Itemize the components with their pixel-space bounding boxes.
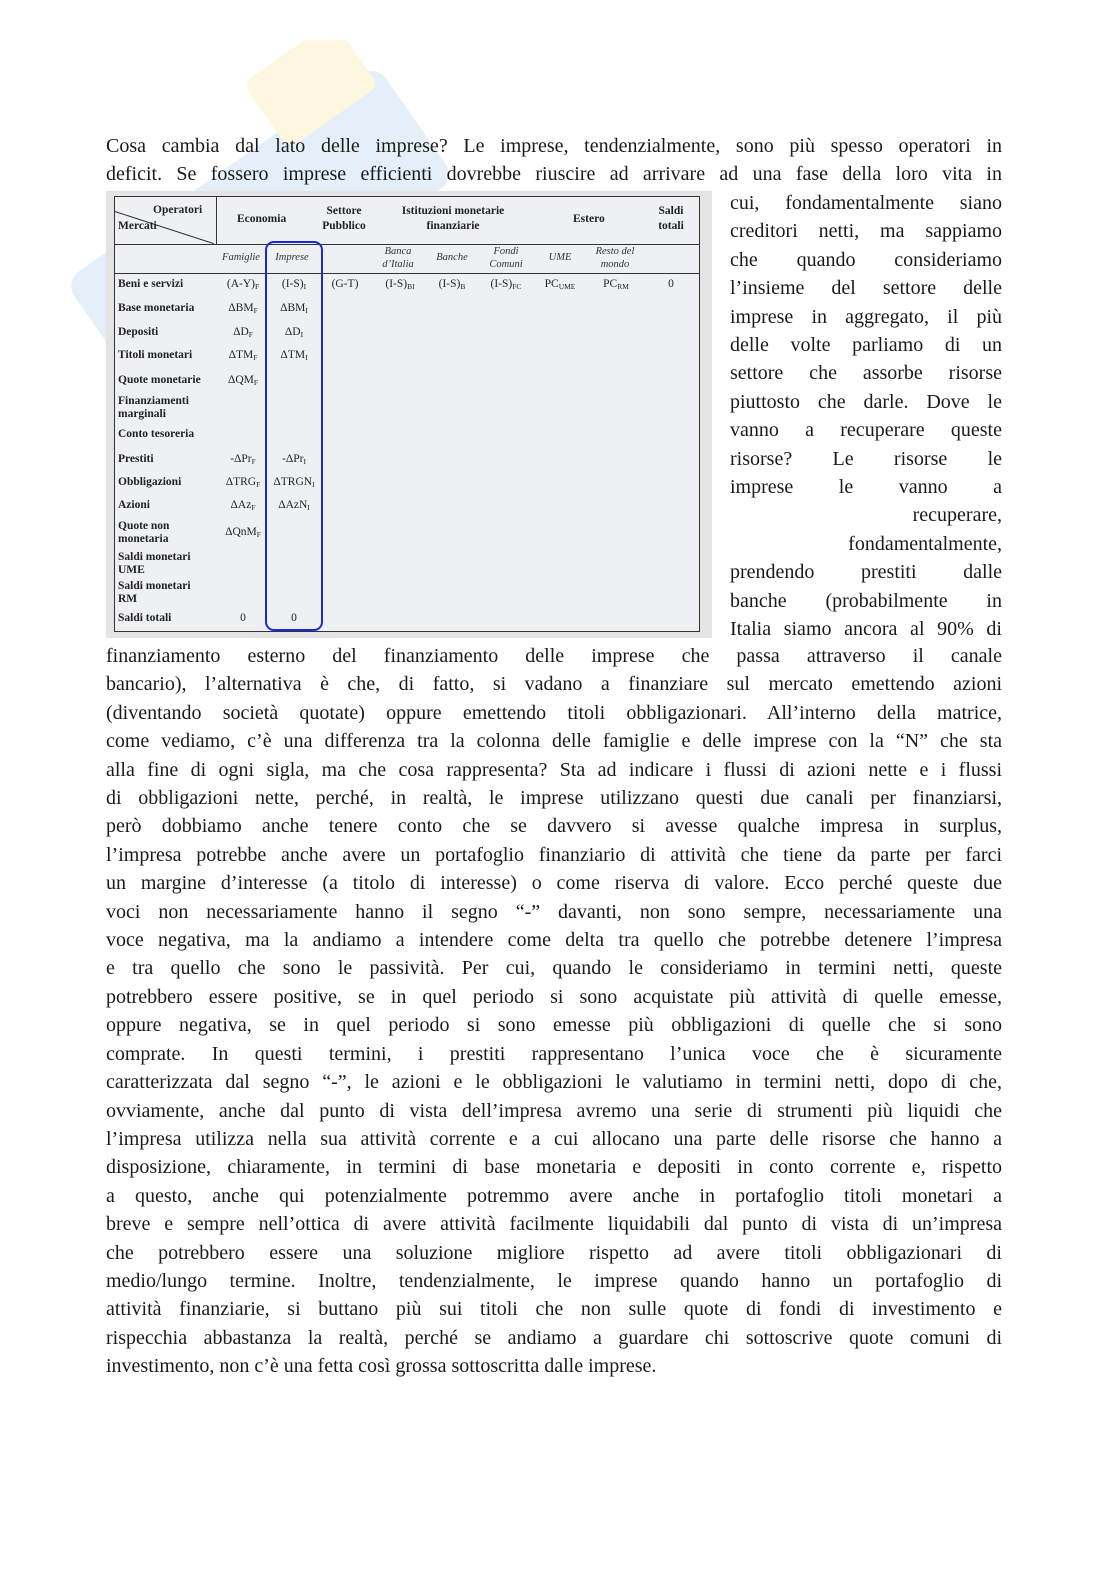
intro-paragraph <box>106 132 1002 189</box>
text-line: disposizione, chiaramente, in termini di base monetaria e depositi in conto corrente e, rispetto <box>106 1156 1002 1179</box>
cell-imprese: $\Delta BM_I$ <box>280 302 308 315</box>
text-line: voci non necessariamente hanno il segno “-” davanti, non sono sempre, necessariamente una <box>106 900 1002 923</box>
group-saldi-totali: Saldi <box>658 205 684 217</box>
row-label: Saldi monetari UME <box>118 551 191 576</box>
text-line: voce negativa, ma la andiamo a intendere come delta tra quello che potrebbe detenere l’impresa <box>106 929 1002 952</box>
row-label: Finanziamenti marginali <box>118 395 189 420</box>
sub-ume: UME <box>548 252 572 263</box>
cell-imprese: $\Delta TRGN_I$ <box>273 476 315 489</box>
cell-beni-imprese: $(I-S)_I$ <box>281 278 307 291</box>
text-line: potrebbero essere positive, se in quel periodo si sono acquistate più attività di quelle emesse, <box>106 985 1002 1008</box>
text-line: ovviamente, anche dal punto di vista dell’impresa avremo una serie di strumenti più liquidi che <box>106 1099 1002 1122</box>
text-line: imprese in aggregato, il più <box>730 305 1002 328</box>
cell-beni-famiglie: $(A-Y)_F$ <box>226 278 260 291</box>
row-label: Prestiti <box>118 453 154 465</box>
text-line: rispecchia abbastanza la realtà, perché se andiamo a guardare chi sottoscrive quote comuni di <box>106 1326 1002 1349</box>
cell-beni-fondi: $(I-S)_{FC}$ <box>490 278 522 291</box>
text-line: a questo, anche qui potenzialmente potremmo avere anche in portafoglio titoli monetari a <box>106 1184 1002 1207</box>
text-line: creditori netti, ma sappiamo <box>730 220 1002 243</box>
flow-of-funds-table <box>114 196 700 632</box>
row-label: Depositi <box>118 326 159 338</box>
text-line: cui, fondamentalmente siano <box>730 192 1002 214</box>
text-line: investimento, non c’è una fetta così grossa sottoscritta dalle imprese. <box>106 1355 657 1378</box>
cell-beni-saldi: 0 <box>668 278 674 290</box>
cell-famiglie: $\Delta TRG_F$ <box>225 476 261 489</box>
text-line: bancario), l’alternativa è che, di fatto, si vadano a finanziare sul mercato emettendo azioni <box>106 673 1002 696</box>
sub-fondi-comuni: Fondi <box>493 246 519 257</box>
body-paragraph <box>106 642 1002 1381</box>
table-rule <box>115 244 699 245</box>
row-label: Quote monetarie <box>118 374 201 386</box>
text-line: attività finanziarie, si buttano più sui titoli che non sulle quote di fondi di investimento e <box>106 1298 1002 1321</box>
text-line: vanno a recuperare queste <box>730 419 1002 442</box>
text-line: finanziamento esterno del finanziamento delle imprese che passa attraverso il canale <box>106 645 1002 667</box>
text-line: risorse? Le risorse le <box>730 447 1002 470</box>
cell-famiglie: -ΔPr$_F$ <box>230 453 256 466</box>
sub-banca-italia: Banca <box>384 246 412 257</box>
group-istituzioni: Istituzioni monetarie <box>401 205 505 217</box>
cell-beni-settore-pubblico: (G-T) <box>331 278 359 290</box>
text-line: e tra quello che sono le passività. Per cui, quando le consideriamo in termini netti, queste <box>106 957 1002 980</box>
sub-resto-mondo: mondo <box>600 259 630 270</box>
cell-famiglie: $\Delta TM_F$ <box>228 349 258 362</box>
text-line: fondamentalmente, <box>848 532 1002 555</box>
text-line: di obbligazioni nette, perché, in realtà, le imprese utilizzano questi due canali per finanziarsi, <box>106 787 1002 810</box>
text-line: Italia siamo ancora al 90% di <box>730 618 1002 641</box>
group-saldi-totali: totali <box>658 220 684 232</box>
sub-resto-mondo: Resto del <box>595 246 635 257</box>
text-line: l’impresa utilizza nella sua attività corrente e a cui allocano una parte delle risorse che hanno a <box>106 1127 1002 1150</box>
cell-famiglie: ΔAz$_F$ <box>230 499 256 512</box>
text-line: banche (probabilmente in <box>730 589 1002 612</box>
text-line: medio/lungo termine. Inoltre, tendenzialmente, le imprese quando hanno un portafoglio di <box>106 1269 1002 1292</box>
cell-beni-banche: $(I-S)_B$ <box>438 278 466 291</box>
text-line: però dobbiamo anche tenere conto che se davvero si avesse qualche impresa in surplus, <box>106 815 1002 838</box>
cell-imprese: -ΔPr$_I$ <box>282 453 306 466</box>
text-line: l’impresa potrebbe anche avere un portafoglio finanziario di attività che tiene da parte per farci <box>106 843 1002 866</box>
table-rule <box>216 197 217 244</box>
cell-imprese-totale: 0 <box>291 612 297 624</box>
row-label: Saldi monetari RM <box>118 580 191 605</box>
row-label: Conto tesoreria <box>118 428 195 440</box>
sub-banca-italia: d’Italia <box>382 259 414 270</box>
table-rule <box>115 273 699 274</box>
text-line: piuttosto che darle. Dove le <box>730 390 1002 413</box>
row-label: Quote non monetaria <box>118 520 170 545</box>
text-line: deficit. Se fossero imprese efficienti dovrebbe riuscire ad arrivare ad una fase della loro vita in <box>106 163 1002 186</box>
row-label: Beni e servizi <box>118 278 184 290</box>
cell-famiglie: $\Delta QM_F$ <box>227 374 259 387</box>
group-settore-pubblico: Settore <box>326 205 362 217</box>
corner-mercati: Mercati <box>118 220 157 232</box>
row-label: Saldi totali <box>118 612 172 624</box>
text-line: alla fine di ogni sigla, ma che cosa rappresenta? Sta ad indicare i flussi di azioni nette e i flussi <box>106 758 1002 781</box>
text-line: caratterizzata dal segno “-”, le azioni e le obbligazioni le valutiamo in termini netti, dopo di che, <box>106 1071 1002 1094</box>
sub-imprese: Imprese <box>275 252 309 263</box>
cell-imprese: $\Delta TM_I$ <box>280 349 308 362</box>
text-line: settore che assorbe risorse <box>730 362 1002 385</box>
text-line: breve e sempre nell’ottica di avere attività facilmente liquidabili dal punto di vista di un’impresa <box>106 1213 1002 1236</box>
corner-operatori: Operatori <box>153 204 203 216</box>
text-line: oppure negativa, se in quel periodo si sono emesse più obbligazioni di quelle che si sono <box>106 1014 1002 1037</box>
text-line: che quando consideriamo <box>730 248 1002 271</box>
text-line: comprate. In questi termini, i prestiti rappresentano l’unica voce che è sicuramente <box>106 1042 1002 1065</box>
group-estero: Estero <box>573 213 605 225</box>
text-line: l’insieme del settore delle <box>730 277 1002 300</box>
cell-famiglie: ΔQnM$_F$ <box>225 526 261 539</box>
text-line: prendendo prestiti dalle <box>730 561 1002 584</box>
group-settore-pubblico: Pubblico <box>322 220 366 232</box>
text-line: recuperare, <box>912 504 1002 527</box>
cell-famiglie: $\Delta BM_F$ <box>228 302 258 315</box>
text-line: Cosa cambia dal lato delle imprese? Le imprese, tendenzialmente, sono più spesso operatori in <box>106 135 1002 157</box>
sub-famiglie: Famiglie <box>222 252 260 263</box>
text-line: delle volte parliamo di un <box>730 334 1002 357</box>
row-label: Obbligazioni <box>118 476 182 488</box>
group-economia: Economia <box>237 213 287 225</box>
text-line: (diventando società quotate) oppure emettendo titoli obbligazionari. All’interno della matrice, <box>106 701 1002 724</box>
cell-famiglie-totale: 0 <box>240 612 246 624</box>
cell-beni-banca-italia: $(I-S)_{BI}$ <box>385 278 415 291</box>
text-line: come vediamo, c’è una differenza tra la colonna delle famiglie e delle imprese con la “N” che sta <box>106 730 1002 753</box>
text-line: un margine d’interesse (a titolo di interesse) o come riserva di valore. Ecco perché queste due <box>106 872 1002 895</box>
cell-famiglie: $\Delta D_F$ <box>233 326 253 339</box>
imprese-column-highlight <box>265 241 323 631</box>
group-istituzioni: finanziarie <box>426 220 480 232</box>
sub-fondi-comuni: Comuni <box>489 259 523 270</box>
cell-imprese: ΔAzN$_I$ <box>278 499 310 512</box>
cell-imprese: $\Delta D_I$ <box>284 326 304 339</box>
sub-banche: Banche <box>436 252 468 263</box>
side-paragraph <box>730 189 1002 644</box>
cell-beni-ume: $PC_{UME}$ <box>544 278 576 291</box>
cell-beni-resto-mondo: $PC_{RM}$ <box>603 278 629 291</box>
row-label: Base monetaria <box>118 302 195 314</box>
row-label: Titoli monetari <box>118 349 193 361</box>
text-line: che potrebbero essere una soluzione migliore rispetto ad avere titoli obbligazionari di <box>106 1241 1002 1264</box>
row-label: Azioni <box>118 499 150 511</box>
text-line: imprese le vanno a <box>730 476 1002 499</box>
